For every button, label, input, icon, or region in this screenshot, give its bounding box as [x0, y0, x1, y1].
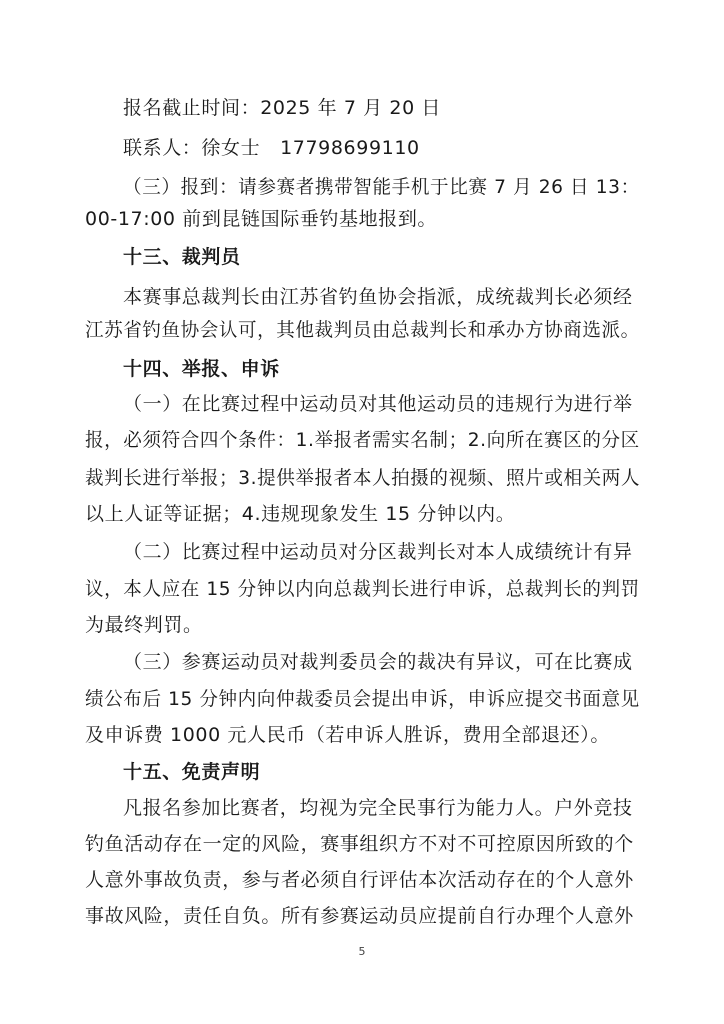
section-14-para-1-line: 以上人证等证据；4.违规现象发生 15 分钟以内。 — [85, 503, 516, 525]
section-15-para-line: 事故风险，责任自负。所有参赛运动员应提前自行办理个人意外 — [85, 905, 634, 927]
section-15-para-line: 人意外事故负责，参与者必须自行评估本次活动存在的个人意外 — [85, 869, 634, 891]
section-15-para-line: 钓鱼活动存在一定的风险，赛事组织方不对不可控原因所致的个 — [85, 833, 634, 855]
section-15-para-line: 凡报名参加比赛者，均视为完全民事行为能力人。户外竞技 — [123, 797, 633, 819]
section-14-para-2-line: （二）比赛过程中运动员对分区裁判长对本人成绩统计有异 — [123, 541, 633, 563]
section-14-para-2-line: 为最终判罚。 — [85, 614, 203, 636]
section-14-para-1-line: 裁判长进行举报；3.提供举报者本人拍摄的视频、照片或相关两人 — [85, 467, 641, 489]
section-14-para-2-line: 议，本人应在 15 分钟以内向总裁判长进行申诉，总裁判长的判罚 — [85, 578, 640, 600]
registration-deadline: 报名截止时间：2025 年 7 月 20 日 — [123, 97, 442, 119]
section-14-heading: 十四、举报、申诉 — [123, 358, 280, 380]
section-13-para-line: 江苏省钓鱼协会认可，其他裁判员由总裁判长和承办方协商选派。 — [85, 319, 640, 341]
section-13-heading: 十三、裁判员 — [123, 246, 241, 268]
section-14-para-1-line: （一）在比赛过程中运动员对其他运动员的违规行为进行举 — [123, 393, 633, 415]
section-14-para-3-line: 及申诉费 1000 元人民币（若申诉人胜诉，费用全部退还）。 — [85, 724, 610, 746]
section-13-para-line: 本赛事总裁判长由江苏省钓鱼协会指派，成统裁判长必须经 — [123, 286, 633, 308]
checkin-line-2: 00-17:00 前到昆链国际垂钓基地报到。 — [85, 208, 438, 230]
contact-person: 联系人：徐女士 17798699110 — [123, 137, 420, 159]
section-15-heading: 十五、免责声明 — [123, 761, 261, 783]
checkin-line-1: （三）报到：请参赛者携带智能手机于比赛 7 月 26 日 13： — [123, 176, 640, 198]
section-14-para-3-line: （三）参赛运动员对裁判委员会的裁决有异议，可在比赛成 — [123, 651, 633, 673]
section-14-para-1-line: 报，必须符合四个条件：1.举报者需实名制；2.向所在赛区的分区 — [85, 429, 640, 451]
section-14-para-3-line: 绩公布后 15 分钟内向仲裁委员会提出申诉，申诉应提交书面意见 — [85, 688, 640, 710]
page-number: 5 — [358, 945, 366, 958]
